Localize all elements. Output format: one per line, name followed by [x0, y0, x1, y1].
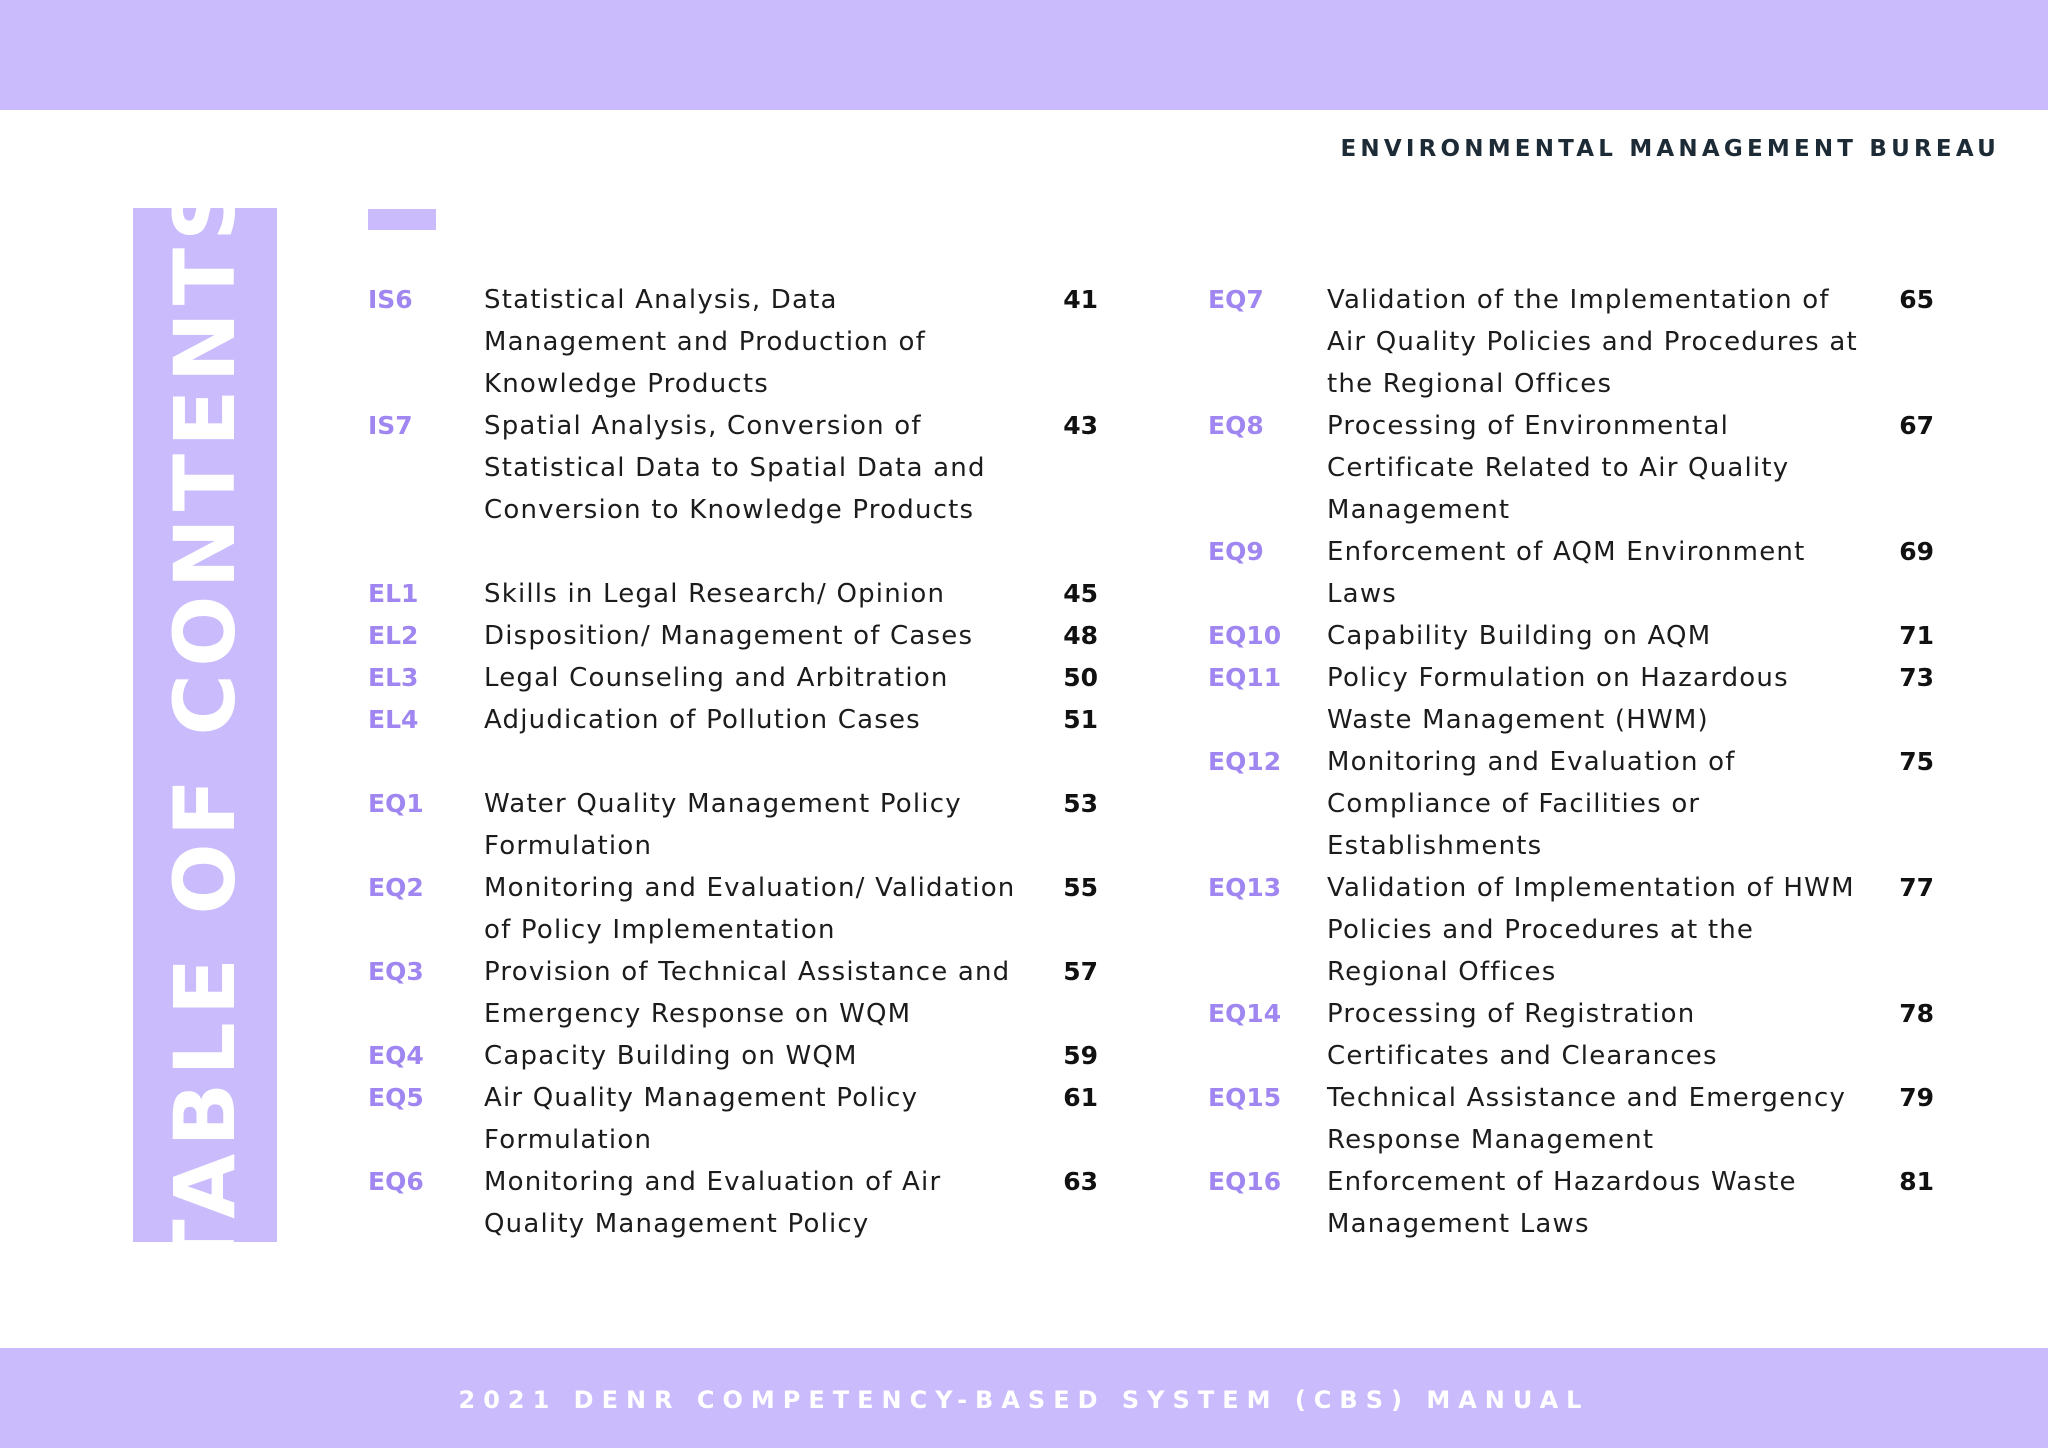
toc-code: IS7: [368, 411, 413, 440]
toc-title: Air Quality Management Policy Formulation: [484, 1083, 919, 1155]
toc-code: IS6: [368, 285, 413, 314]
toc-title: Legal Counseling and Arbitration: [484, 663, 949, 693]
toc-code: EL3: [368, 663, 419, 692]
toc-page: 61: [1063, 1083, 1098, 1112]
toc-page: 53: [1063, 789, 1098, 818]
toc-entry[interactable]: [1208, 1077, 1934, 1161]
toc-entry[interactable]: [1208, 993, 1934, 1077]
page-title: TABLE OF CONTENTS: [156, 173, 254, 1277]
toc-code: EQ14: [1208, 999, 1282, 1028]
toc-entry[interactable]: [368, 405, 1098, 531]
toc-title: Capability Building on AQM: [1327, 621, 1712, 651]
toc-page: 43: [1063, 411, 1098, 440]
toc-title: Spatial Analysis, Conversion of Statistical Data to Spatial Data and Conversion to Knowledge Products: [484, 411, 986, 525]
toc-page: 73: [1899, 663, 1934, 692]
toc-page: 48: [1063, 621, 1098, 650]
toc-code: EL1: [368, 579, 419, 608]
toc-entry[interactable]: [368, 1077, 1098, 1161]
toc-code: EL4: [368, 705, 419, 734]
toc-page: 79: [1899, 1083, 1934, 1112]
toc-entry[interactable]: [368, 1161, 1098, 1245]
toc-page: 81: [1899, 1167, 1934, 1196]
toc-code: EQ13: [1208, 873, 1282, 902]
toc-page: 63: [1063, 1167, 1098, 1196]
toc-title: Skills in Legal Research/ Opinion: [484, 579, 946, 609]
toc-title: Provision of Technical Assistance and Emergency Response on WQM: [484, 957, 1011, 1029]
toc-entry[interactable]: [1208, 405, 1934, 531]
toc-code: EQ1: [368, 789, 424, 818]
toc-title: Water Quality Management Policy Formulation: [484, 789, 962, 861]
toc-code: EL2: [368, 621, 419, 650]
toc-page: 55: [1063, 873, 1098, 902]
toc-page: 69: [1899, 537, 1934, 566]
toc-code: EQ11: [1208, 663, 1282, 692]
toc-entry[interactable]: [368, 699, 1098, 741]
toc-title: Validation of the Implementation of Air Quality Policies and Procedures at the Regional Offices: [1327, 285, 1858, 399]
footer-text: 2021 DENR COMPETENCY-BASED SYSTEM (CBS) MANUAL: [458, 1386, 1590, 1414]
toc-entry[interactable]: [1208, 1161, 1934, 1245]
toc-title: Enforcement of AQM Environment Laws: [1327, 537, 1806, 609]
toc-title: Monitoring and Evaluation of Compliance of Facilities or Establishments: [1327, 747, 1736, 861]
toc-entry[interactable]: [1208, 657, 1934, 741]
toc-entry[interactable]: [368, 1035, 1098, 1077]
toc-entry[interactable]: [368, 783, 1098, 867]
toc-code: EQ6: [368, 1167, 424, 1196]
toc-title: Enforcement of Hazardous Waste Management Laws: [1327, 1167, 1797, 1239]
toc-page: 65: [1899, 285, 1934, 314]
toc-code: EQ7: [1208, 285, 1264, 314]
toc-title: Capacity Building on WQM: [484, 1041, 858, 1071]
toc-page: 41: [1063, 285, 1098, 314]
toc-code: EQ10: [1208, 621, 1282, 650]
toc-entry[interactable]: [368, 573, 1098, 615]
toc-code: EQ5: [368, 1083, 424, 1112]
toc-page: 59: [1063, 1041, 1098, 1070]
toc-code: EQ15: [1208, 1083, 1282, 1112]
organization-name: ENVIRONMENTAL MANAGEMENT BUREAU: [1340, 136, 2000, 162]
toc-title: Policy Formulation on Hazardous Waste Management (HWM): [1327, 663, 1789, 735]
toc-title: Monitoring and Evaluation of Air Quality Management Policy: [484, 1167, 942, 1239]
toc-entry[interactable]: [1208, 279, 1934, 405]
toc-page: 51: [1063, 705, 1098, 734]
toc-entry[interactable]: [1208, 867, 1934, 993]
toc-code: EQ8: [1208, 411, 1264, 440]
toc-column-left: [368, 279, 1098, 1245]
toc-entry[interactable]: [1208, 615, 1934, 657]
toc-code: EQ12: [1208, 747, 1282, 776]
toc-page: 77: [1899, 873, 1934, 902]
toc-title: Validation of Implementation of HWM Policies and Procedures at the Regional Offices: [1327, 873, 1855, 987]
toc-entry[interactable]: [1208, 531, 1934, 615]
toc-code: EQ16: [1208, 1167, 1282, 1196]
toc-title: Processing of Environmental Certificate Related to Air Quality Management: [1327, 411, 1790, 525]
toc-page: 50: [1063, 663, 1098, 692]
toc-entry[interactable]: [368, 657, 1098, 699]
toc-title: Technical Assistance and Emergency Response Management: [1327, 1083, 1847, 1155]
toc-page: 45: [1063, 579, 1098, 608]
toc-title: Adjudication of Pollution Cases: [484, 705, 921, 735]
toc-entry[interactable]: [368, 615, 1098, 657]
toc-page: 67: [1899, 411, 1934, 440]
toc-entry[interactable]: [368, 867, 1098, 951]
accent-dash: [368, 209, 436, 230]
toc-title: Statistical Analysis, Data Management and Production of Knowledge Products: [484, 285, 926, 399]
toc-code: EQ2: [368, 873, 424, 902]
toc-code: EQ4: [368, 1041, 424, 1070]
toc-page: 57: [1063, 957, 1098, 986]
toc-entry[interactable]: [368, 951, 1098, 1035]
toc-title: Processing of Registration Certificates and Clearances: [1327, 999, 1718, 1071]
toc-page: 75: [1899, 747, 1934, 776]
toc-column-right: [1208, 279, 1934, 1245]
toc-page: 71: [1899, 621, 1934, 650]
toc-page: 78: [1899, 999, 1934, 1028]
toc-code: EQ9: [1208, 537, 1264, 566]
header-band: [0, 0, 2048, 110]
toc-title: Monitoring and Evaluation/ Validation of Policy Implementation: [484, 873, 1016, 945]
toc-title: Disposition/ Management of Cases: [484, 621, 974, 651]
toc-entry[interactable]: [368, 279, 1098, 405]
toc-entry[interactable]: [1208, 741, 1934, 867]
toc-code: EQ3: [368, 957, 424, 986]
